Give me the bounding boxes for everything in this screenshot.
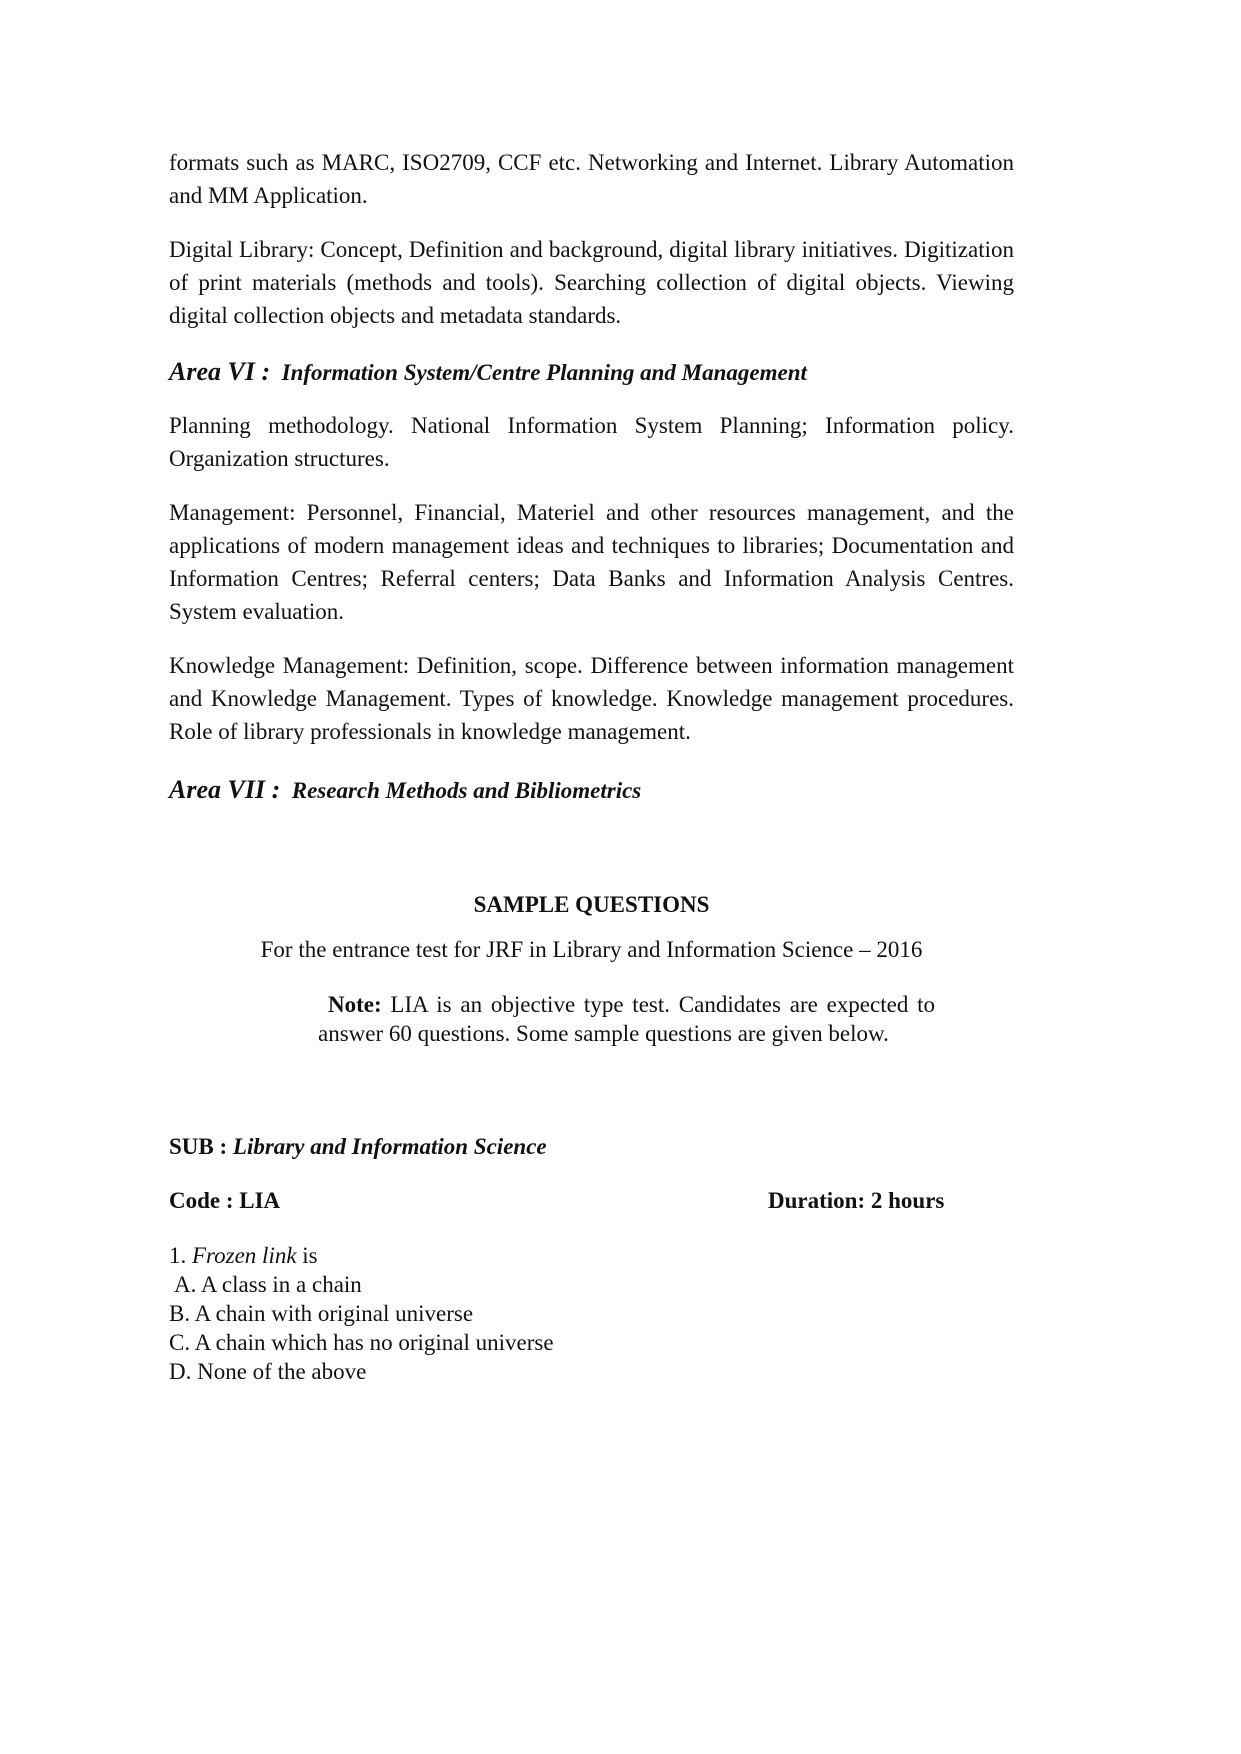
paragraph-planning: Planning methodology. National Information System Planning; Information policy. Organization structures. xyxy=(169,413,1014,471)
area-vii-heading xyxy=(169,773,641,807)
duration-line: Duration: 2 hours xyxy=(768,1188,945,1213)
sample-questions-title: SAMPLE QUESTIONS xyxy=(473,892,710,917)
code-line: Code : LIA xyxy=(169,1188,281,1213)
question-1-number: 1. xyxy=(169,1243,187,1268)
area-vi-label: Area VI : xyxy=(169,357,271,386)
paragraph-knowledge-management: Knowledge Management: Definition, scope. Difference between information management and Knowledge Management. Types of knowledge. Knowledge management procedures. Role of library professionals in knowledge management. xyxy=(169,653,1014,744)
option-c: C. A chain which has no original universe xyxy=(169,1330,554,1355)
option-a: A. A class in a chain xyxy=(174,1272,362,1297)
question-1-stem xyxy=(169,1241,554,1270)
area-vi-heading xyxy=(169,355,807,389)
subject-label: SUB : xyxy=(169,1134,228,1159)
subject-value: Library and Information Science xyxy=(232,1134,547,1159)
question-1-suffix: is xyxy=(302,1243,318,1268)
paragraph-digital-library: Digital Library: Concept, Definition and background, digital library initiatives. Digitization of print materials (methods and tools). Searching collection of digital objects. Viewing digital collection objects and metadata standards. xyxy=(169,237,1014,328)
paragraph-formats: formats such as MARC, ISO2709, CCF etc. Networking and Internet. Library Automation and MM Application. xyxy=(169,150,1014,208)
note-text: LIA is an objective type test. Candidates are expected to answer 60 questions. Some sample questions are given below. xyxy=(318,992,935,1046)
note-block xyxy=(318,990,935,1048)
subject-line xyxy=(169,1130,547,1163)
option-b: B. A chain with original universe xyxy=(169,1301,474,1326)
paragraph-management: Management: Personnel, Financial, Materiel and other resources management, and the applications of modern management ideas and techniques to libraries; Documentation and Information Centres; Referral centers; Data Banks and Information Analysis Centres. System evaluation. xyxy=(169,500,1014,624)
note-label: Note: xyxy=(328,992,382,1017)
area-vii-title: Research Methods and Bibliometrics xyxy=(291,778,642,803)
question-1 xyxy=(169,1241,554,1386)
sample-questions-subtitle: For the entrance test for JRF in Library and Information Science – 2016 xyxy=(260,937,923,962)
option-d: D. None of the above xyxy=(169,1359,367,1384)
area-vii-label: Area VII : xyxy=(169,775,281,804)
area-vi-title: Information System/Centre Planning and Management xyxy=(281,360,807,385)
question-1-term: Frozen link xyxy=(192,1243,297,1268)
